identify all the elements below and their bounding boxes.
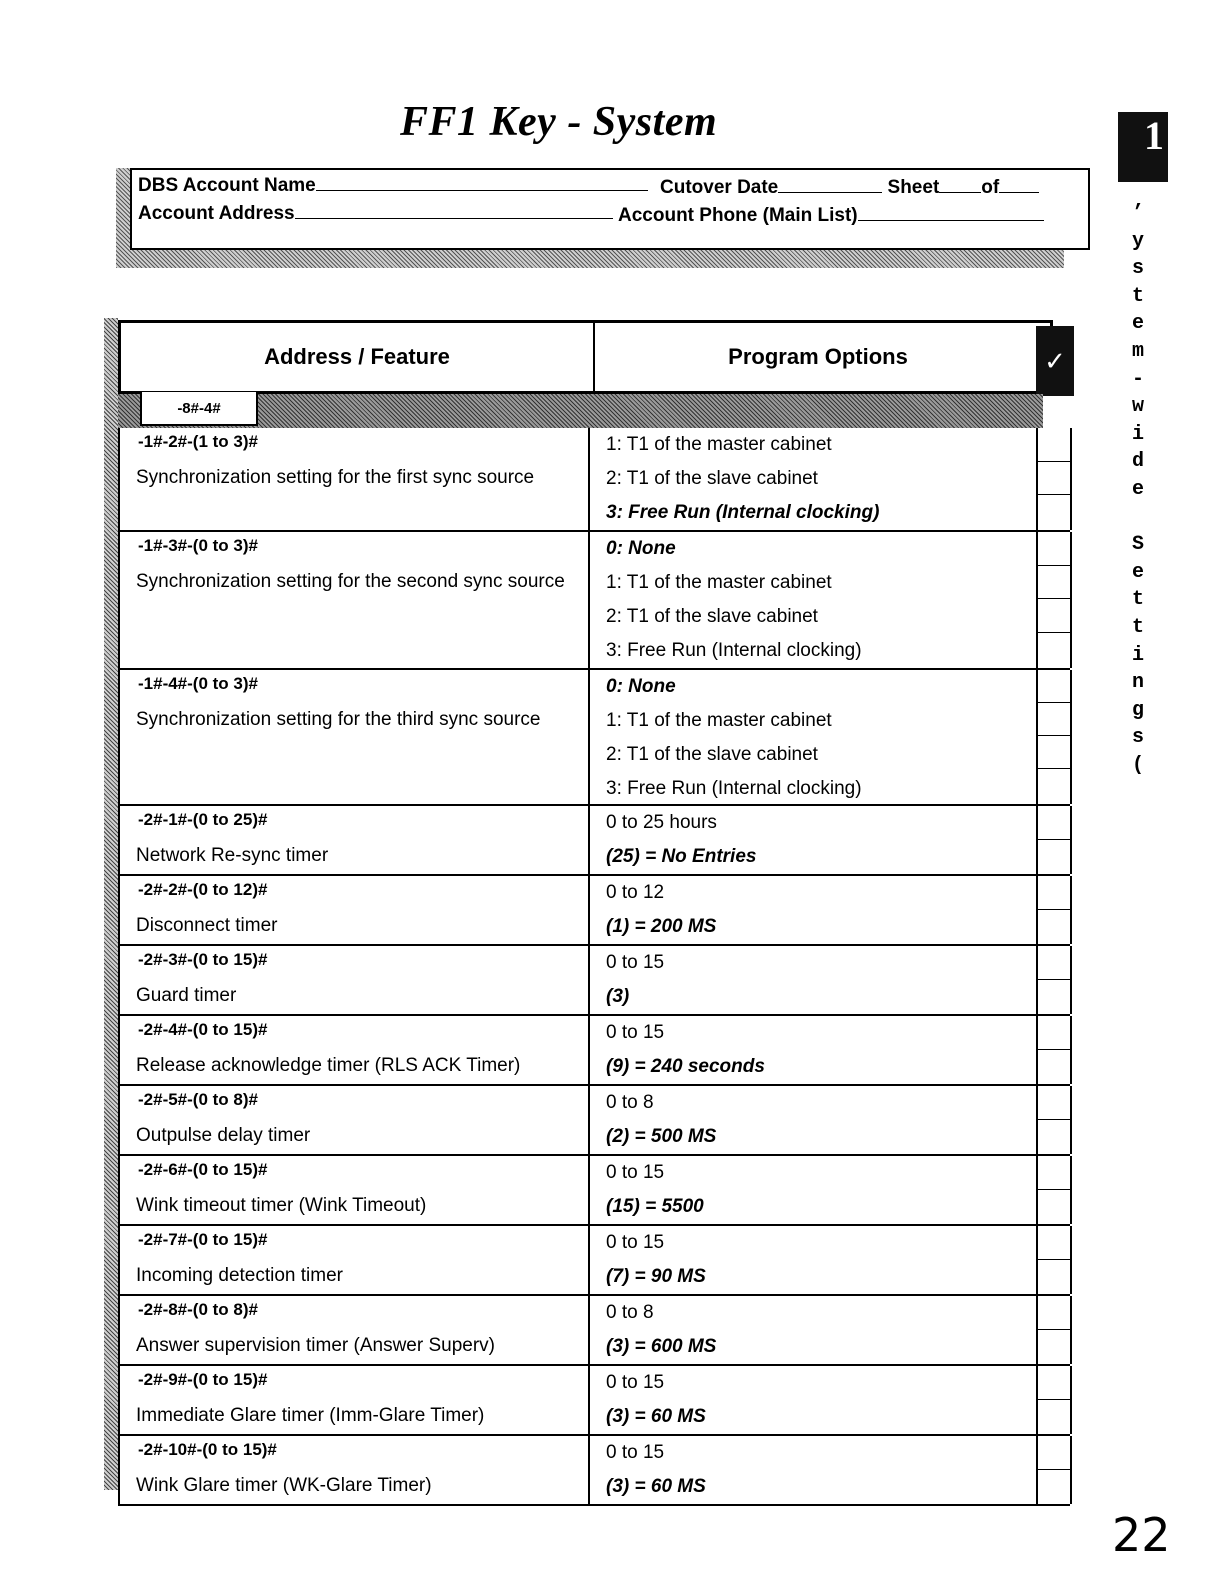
- program-options-header: Program Options: [728, 344, 908, 369]
- option-checkbox[interactable]: [1038, 980, 1070, 1013]
- chapter-tab: 1: [1118, 112, 1168, 182]
- account-phone-label: Account Phone (Main List): [618, 205, 858, 226]
- checkbox-column: [1036, 1016, 1072, 1084]
- option-checkbox[interactable]: [1038, 1436, 1070, 1470]
- option-checkbox[interactable]: [1038, 1016, 1070, 1050]
- row-feature: Wink Glare timer (WK-Glare Timer): [136, 1475, 432, 1496]
- cutover-date-field[interactable]: [660, 176, 1039, 199]
- program-table: [118, 320, 1073, 1497]
- option-checkbox[interactable]: [1038, 1226, 1070, 1260]
- side-letter: t: [1131, 284, 1144, 308]
- row-feature: Outpulse delay timer: [136, 1125, 311, 1146]
- option: 0 to 12: [606, 882, 665, 903]
- row-options: [588, 876, 1038, 944]
- row-feature: Wink timeout timer (Wink Timeout): [136, 1195, 427, 1216]
- row-feature: Network Re-sync timer: [136, 845, 329, 866]
- option-checkbox[interactable]: [1038, 806, 1070, 840]
- option-checkbox[interactable]: [1038, 566, 1070, 600]
- table-shade: [104, 318, 118, 1490]
- row-feature: Incoming detection timer: [136, 1265, 343, 1286]
- row-address: -2#-5#-(0 to 8)#: [138, 1090, 258, 1109]
- option-checkbox[interactable]: [1038, 1330, 1070, 1363]
- row-address: -2#-2#-(0 to 12)#: [138, 880, 268, 899]
- row-address: -2#-9#-(0 to 15)#: [138, 1370, 268, 1389]
- side-letter: s: [1131, 726, 1144, 750]
- row-address: -2#-6#-(0 to 15)#: [138, 1160, 268, 1179]
- option-checkbox[interactable]: [1038, 876, 1070, 910]
- option: 0 to 25 hours: [606, 812, 717, 833]
- option-checkbox[interactable]: [1038, 736, 1070, 769]
- table-row: [120, 1296, 1070, 1366]
- option-checkbox[interactable]: [1038, 946, 1070, 980]
- row-options: [588, 1226, 1038, 1294]
- default-option: (3) = 600 MS: [606, 1336, 717, 1357]
- page-number: 22: [1112, 1508, 1171, 1562]
- account-address-field[interactable]: [138, 202, 613, 225]
- row-options: [588, 428, 1038, 530]
- side-letter: -: [1131, 367, 1144, 391]
- checkbox-column: [1036, 1366, 1072, 1434]
- row-feature: Answer supervision timer (Answer Superv): [136, 1335, 496, 1356]
- checkbox-column: [1036, 946, 1072, 1014]
- side-letter: e: [1131, 477, 1144, 501]
- option: 2: T1 of the slave cabinet: [606, 468, 818, 489]
- default-option: 0: None: [606, 676, 676, 697]
- row-options: [588, 532, 1038, 668]
- table-row: [120, 1016, 1070, 1086]
- table-row: [120, 1156, 1070, 1226]
- option: 1: T1 of the master cabinet: [606, 434, 832, 455]
- option-checkbox[interactable]: [1038, 532, 1070, 566]
- option-checkbox[interactable]: [1038, 1400, 1070, 1433]
- side-letter: g: [1131, 698, 1144, 722]
- row-address: -2#-4#-(0 to 15)#: [138, 1020, 268, 1039]
- option: 0 to 15: [606, 1162, 665, 1183]
- side-letter: i: [1131, 422, 1144, 446]
- side-letter: ’: [1131, 202, 1144, 225]
- side-letter: [1128, 504, 1148, 532]
- option: 0 to 8: [606, 1092, 654, 1113]
- table-row: [120, 1086, 1070, 1156]
- row-options: [588, 1016, 1038, 1084]
- option: 1: T1 of the master cabinet: [606, 710, 832, 731]
- row-options: [588, 806, 1038, 874]
- row-feature: Release acknowledge timer (RLS ACK Timer): [136, 1055, 521, 1076]
- row-options: [588, 946, 1038, 1014]
- row-feature: Disconnect timer: [136, 915, 278, 936]
- row-feature: Immediate Glare timer (Imm-Glare Timer): [136, 1405, 485, 1426]
- table-row: [120, 428, 1070, 532]
- account-address-label: Account Address: [138, 203, 295, 224]
- option-checkbox[interactable]: [1038, 495, 1070, 528]
- table-row: [120, 946, 1070, 1016]
- option: 0 to 15: [606, 1022, 665, 1043]
- checkbox-column: [1036, 1086, 1072, 1154]
- side-letter: m: [1131, 339, 1144, 363]
- account-info-box: [130, 168, 1090, 250]
- option-checkbox[interactable]: [1038, 910, 1070, 943]
- section-address: -8#-4#: [140, 392, 258, 426]
- checkbox-column: [1036, 428, 1072, 530]
- checkbox-column: [1036, 532, 1072, 668]
- side-letter: (: [1131, 753, 1144, 777]
- side-letter: t: [1131, 615, 1144, 639]
- option-checkbox[interactable]: [1038, 1120, 1070, 1153]
- option-checkbox[interactable]: [1038, 1156, 1070, 1190]
- default-option: (2) = 500 MS: [606, 1126, 717, 1147]
- sheet-label: Sheet: [887, 177, 940, 198]
- option-checkbox[interactable]: [1038, 633, 1070, 666]
- option: 0 to 8: [606, 1302, 654, 1323]
- default-option: (3) = 60 MS: [606, 1406, 706, 1427]
- row-options: [588, 1156, 1038, 1224]
- side-letter: n: [1131, 671, 1144, 695]
- table-row: [120, 806, 1070, 876]
- side-letter: S: [1131, 533, 1144, 557]
- row-options: [588, 1296, 1038, 1364]
- checkbox-column: [1036, 806, 1072, 874]
- option-checkbox[interactable]: [1038, 1086, 1070, 1120]
- row-address: -1#-3#-(0 to 3)#: [138, 536, 258, 555]
- checkbox-column: [1036, 1436, 1072, 1504]
- page-title: FF1 Key - System: [400, 99, 718, 145]
- table-row: [120, 1436, 1070, 1506]
- address-feature-header: Address / Feature: [121, 323, 595, 391]
- table-row: [120, 1366, 1070, 1436]
- account-name-field[interactable]: [138, 174, 648, 197]
- option: 0 to 15: [606, 1372, 665, 1393]
- row-address: -2#-10#-(0 to 15)#: [138, 1440, 277, 1459]
- default-option: (3): [606, 986, 630, 1007]
- side-letter: y: [1131, 229, 1144, 253]
- default-option: 3: Free Run (Internal clocking): [606, 502, 880, 523]
- cutover-date-label: Cutover Date: [660, 177, 779, 198]
- table-header: [118, 320, 1053, 394]
- row-feature: Synchronization setting for the third sync source: [136, 709, 541, 730]
- side-letter: w: [1131, 395, 1144, 419]
- of-label: of: [981, 177, 1000, 198]
- row-feature: Synchronization setting for the second sync source: [136, 571, 565, 592]
- checkbox-column: [1036, 670, 1072, 804]
- side-letter: d: [1131, 450, 1144, 474]
- option-checkbox[interactable]: [1038, 670, 1070, 703]
- checkbox-column: [1036, 876, 1072, 944]
- row-options: [588, 1436, 1038, 1504]
- option-checkbox[interactable]: [1038, 703, 1070, 736]
- option-checkbox[interactable]: [1038, 1190, 1070, 1223]
- option-checkbox[interactable]: [1038, 1260, 1070, 1293]
- side-letter: e: [1131, 560, 1144, 584]
- row-address: -2#-8#-(0 to 8)#: [138, 1300, 258, 1319]
- chapter-title-vertical: [1128, 200, 1148, 779]
- option: 2: T1 of the slave cabinet: [606, 606, 818, 627]
- checkbox-column: [1036, 1296, 1072, 1364]
- checkmark-icon: ✓: [1036, 326, 1074, 396]
- checkbox-column: [1036, 1156, 1072, 1224]
- option: 2: T1 of the slave cabinet: [606, 744, 818, 765]
- option-checkbox[interactable]: [1038, 428, 1070, 462]
- option-checkbox[interactable]: [1038, 462, 1070, 496]
- table-row: [120, 532, 1070, 670]
- table-row: [120, 876, 1070, 946]
- account-name-label: DBS Account Name: [138, 175, 316, 196]
- default-option: (25) = No Entries: [606, 846, 757, 867]
- row-address: -2#-7#-(0 to 15)#: [138, 1230, 268, 1249]
- table-row: [120, 670, 1070, 806]
- default-option: (1) = 200 MS: [606, 916, 717, 937]
- row-options: [588, 1366, 1038, 1434]
- option-checkbox[interactable]: [1038, 840, 1070, 873]
- side-letter: e: [1131, 312, 1144, 336]
- side-letter: t: [1131, 588, 1144, 612]
- option-checkbox[interactable]: [1038, 1050, 1070, 1083]
- row-options: [588, 1086, 1038, 1154]
- default-option: (9) = 240 seconds: [606, 1056, 765, 1077]
- side-letter: i: [1131, 643, 1144, 667]
- row-address: -2#-3#-(0 to 15)#: [138, 950, 268, 969]
- row-feature: Guard timer: [136, 985, 237, 1006]
- default-option: (7) = 90 MS: [606, 1266, 706, 1287]
- option: 3: Free Run (Internal clocking): [606, 640, 862, 661]
- table-row: [120, 1226, 1070, 1296]
- option: 1: T1 of the master cabinet: [606, 572, 832, 593]
- checkbox-column: [1036, 1226, 1072, 1294]
- row-feature: Synchronization setting for the first sync source: [136, 467, 535, 488]
- row-address: -1#-2#-(1 to 3)#: [138, 432, 258, 451]
- option: 3: Free Run (Internal clocking): [606, 778, 862, 799]
- default-option: (15) = 5500: [606, 1196, 704, 1217]
- option-checkbox[interactable]: [1038, 1366, 1070, 1400]
- option-checkbox[interactable]: [1038, 1296, 1070, 1330]
- option-checkbox[interactable]: [1038, 599, 1070, 633]
- row-address: -1#-4#-(0 to 3)#: [138, 674, 258, 693]
- default-option: 0: None: [606, 538, 676, 559]
- option: 0 to 15: [606, 952, 665, 973]
- row-address: -2#-1#-(0 to 25)#: [138, 810, 268, 829]
- option: 0 to 15: [606, 1442, 665, 1463]
- account-phone-field[interactable]: [618, 204, 1044, 227]
- option: 0 to 15: [606, 1232, 665, 1253]
- row-options: [588, 670, 1038, 804]
- option-checkbox[interactable]: [1038, 1470, 1070, 1503]
- option-checkbox[interactable]: [1038, 769, 1070, 801]
- side-letter: s: [1131, 257, 1144, 281]
- default-option: (3) = 60 MS: [606, 1476, 706, 1497]
- table-rows: [118, 428, 1070, 1506]
